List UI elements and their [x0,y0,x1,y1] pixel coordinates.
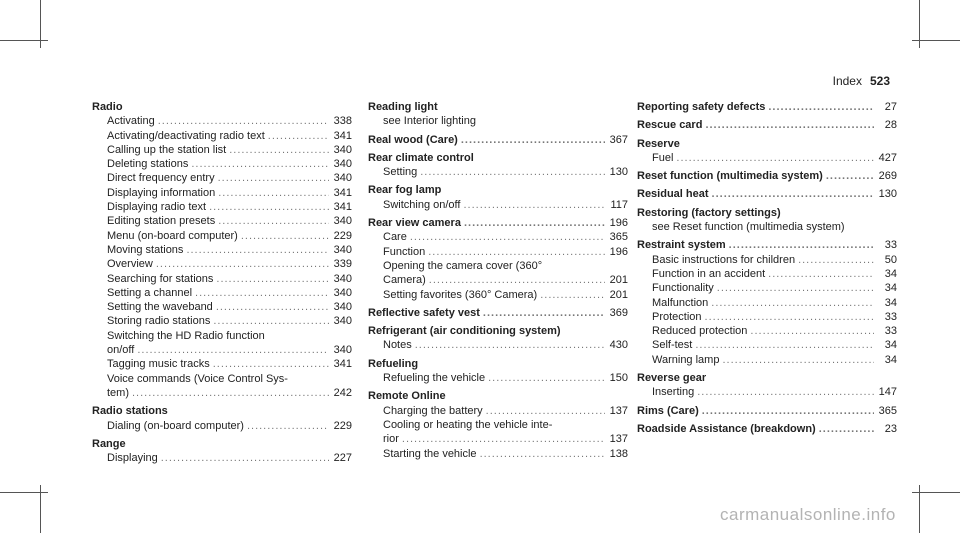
entry-text: Functionality [652,282,714,295]
index-heading [368,306,628,320]
page-reference[interactable]: 227 [333,452,352,465]
dot-leader [158,114,329,128]
entry-text: Function in an accident [652,267,766,280]
index-subentry [368,198,628,212]
index-subentry [92,386,352,400]
index-heading [92,437,352,451]
index-column-1 [92,100,352,469]
page-reference[interactable]: 427 [878,151,897,164]
index-subentry [92,243,352,257]
index-subentry [92,372,352,386]
page-reference[interactable]: 34 [884,353,897,366]
entry-text: Camera) [383,274,426,287]
entry-text: tem) [107,386,129,399]
index-subentry [92,419,352,433]
page-reference[interactable]: 341 [333,186,352,199]
page-reference[interactable]: 365 [878,404,897,417]
index-subentry [637,324,897,338]
page-reference[interactable]: 341 [333,358,352,371]
index-entry [637,100,897,114]
page-reference[interactable]: 33 [884,310,897,323]
entry-text: Cooling or heating the vehicle inte- [383,418,553,431]
page-reference[interactable]: 340 [333,215,352,228]
index-entry [368,100,628,129]
index-heading [368,389,628,403]
entry-text: Searching for stations [107,272,214,285]
entry-text: Direct frequency entry [107,172,215,185]
entry-text: Calling up the station list [107,143,227,156]
page-reference[interactable]: 34 [884,282,897,295]
page-reference[interactable]: 23 [884,422,897,435]
dot-leader [483,306,605,320]
entry-text: Refueling [368,357,419,370]
index-heading [368,133,628,147]
page-reference[interactable]: 365 [609,231,628,244]
entry-text: Storing radio stations [107,315,211,328]
dot-leader [161,451,329,465]
index-subentry [92,272,352,286]
index-subentry [92,186,352,200]
page-reference[interactable]: 33 [884,325,897,338]
entry-text: Switching on/off [383,198,461,211]
dot-leader [819,422,874,436]
page-reference[interactable]: 338 [333,115,352,128]
page-reference[interactable]: 137 [609,404,628,417]
index-heading [637,187,897,201]
dot-leader [429,273,605,287]
dot-leader [695,338,874,352]
dot-leader [463,198,605,212]
entry-text: Notes [383,339,412,352]
dot-leader [702,404,874,418]
crop-mark [912,40,960,41]
page-reference[interactable]: 34 [884,339,897,352]
entry-text: Setting the waveband [107,301,213,314]
page-number: 523 [869,74,890,88]
page-reference[interactable]: 201 [609,288,628,301]
page-reference[interactable]: 34 [884,267,897,280]
dot-leader [711,296,874,310]
entry-text: Dialing (on-board computer) [107,419,244,432]
dot-leader [137,343,329,357]
index-entry [368,151,628,180]
index-heading [92,100,352,114]
page-reference[interactable]: 229 [333,229,352,242]
dot-leader [480,447,605,461]
dot-leader [132,386,329,400]
page-reference[interactable]: 147 [878,386,897,399]
dot-leader [705,310,874,324]
index-subentry [368,259,628,273]
entry-text: Refrigerant (air conditioning system) [368,325,561,338]
dot-leader [229,143,329,157]
entry-text: Displaying information [107,186,216,199]
page-reference[interactable]: 340 [333,172,352,185]
dot-leader [410,230,605,244]
index-subentry [368,273,628,287]
entry-text: Reporting safety defects [637,101,766,113]
dot-leader [241,229,329,243]
index-subentry [637,151,897,165]
watermark: carmanualsonline.info [720,505,896,524]
entry-text: Displaying radio text [107,201,207,214]
page-reference[interactable]: 340 [333,272,352,285]
index-entry [92,404,352,433]
page-reference[interactable]: 137 [609,433,628,446]
index-subentry [92,286,352,300]
dot-leader [428,245,605,259]
page-reference[interactable]: 340 [333,243,352,256]
index-subentry [92,143,352,157]
index-heading [368,357,628,371]
index-heading [368,324,628,338]
page-reference[interactable]: 340 [333,286,352,299]
dot-leader [195,286,329,300]
dot-leader [247,419,329,433]
page-reference[interactable]: 369 [609,306,628,319]
index-subentry [92,329,352,343]
dot-leader [697,385,874,399]
entry-text: on/off [107,344,135,357]
index-subentry [368,432,628,446]
dot-leader [213,314,329,328]
entry-text: Menu (on-board computer) [107,229,238,242]
entry-text: rior [383,433,399,446]
entry-text: Charging the battery [383,404,483,417]
index-subentry [92,300,352,314]
dot-leader [268,129,329,143]
dot-leader [402,432,605,446]
dot-leader [717,281,874,295]
dot-leader [722,353,874,367]
entry-text: Reflective safety vest [368,306,480,319]
index-subentry [637,267,897,281]
page-reference[interactable]: 27 [884,101,897,113]
index-subentry [368,230,628,244]
entry-text: Self-test [652,339,693,352]
page-reference[interactable]: 430 [609,339,628,352]
page-reference[interactable]: 196 [609,217,628,230]
page-reference[interactable]: 117 [610,198,628,211]
entry-text: Displaying [107,452,158,465]
entry-text: Editing station presets [107,215,216,228]
index-entry [637,206,897,235]
index-entry [637,371,897,400]
entry-text: Malfunction [652,296,709,309]
dot-leader [768,100,874,114]
entry-text: Warning lamp [652,353,720,366]
entry-text: Restoring (factory settings) [637,206,781,219]
entry-text: Reading light [368,101,438,113]
entry-text: Radio stations [92,405,168,418]
index-entry [368,357,628,386]
index-column-2 [368,100,628,465]
page-reference[interactable]: 201 [609,274,628,287]
index-subentry [92,114,352,128]
index-subentry [368,418,628,432]
dot-leader [768,267,874,281]
dot-leader [420,165,605,179]
index-entry [368,133,628,147]
index-heading [368,100,628,114]
index-heading [637,238,897,252]
index-subentry [368,338,628,352]
page-reference[interactable]: 229 [333,419,352,432]
index-subentry [92,451,352,465]
index-subentry [368,288,628,302]
index-subentry [637,353,897,367]
entry-text: Setting a channel [107,286,193,299]
index-subentry [92,171,352,185]
entry-text: Activating [107,115,155,128]
page-reference[interactable]: 150 [609,372,628,385]
page-reference[interactable]: 50 [884,253,897,266]
page-reference[interactable]: 340 [333,143,352,156]
index-subentry [92,314,352,328]
entry-text: Radio [92,101,123,113]
page-reference[interactable]: 341 [333,129,352,142]
entry-text: Residual heat [637,188,709,201]
entry-text: Inserting [652,386,695,399]
page-reference[interactable]: 340 [333,315,352,328]
index-column-3 [637,100,897,440]
entry-text: Activating/deactivating radio text [107,129,265,142]
page-header [833,74,890,88]
dot-leader [209,200,329,214]
index-entry [637,118,897,132]
index-subentry [92,229,352,243]
index-subentry [368,447,628,461]
page-reference[interactable]: 340 [333,158,352,171]
page-reference[interactable]: 33 [884,239,897,252]
page-reference[interactable]: 269 [878,170,897,183]
index-entry [637,238,897,367]
entry-text: Setting [383,166,418,179]
entry-text: see Interior lighting [383,115,476,128]
index-entry [637,404,897,418]
index-heading [368,183,628,197]
index-subentry [368,114,628,128]
dot-leader [213,357,329,371]
crop-mark [0,492,48,493]
dot-leader [486,404,605,418]
index-heading [637,137,897,151]
index-subentry [92,357,352,371]
entry-text: Reduced protection [652,325,748,338]
dot-leader [705,118,874,132]
index-subentry [637,281,897,295]
index-subentry [368,371,628,385]
entry-text: Setting favorites (360° Camera) [383,288,538,301]
dot-leader [191,157,329,171]
entry-text: Moving stations [107,243,184,256]
page-reference[interactable]: 28 [884,119,897,132]
dot-leader [186,243,329,257]
index-subentry [92,343,352,357]
entry-text: Deleting stations [107,158,189,171]
entry-text: Fuel [652,151,674,164]
page-reference[interactable]: 339 [333,258,352,271]
dot-leader [798,253,874,267]
index-subentry [92,257,352,271]
page-reference[interactable]: 341 [333,201,352,214]
index-subentry [637,385,897,399]
entry-text: Range [92,437,126,450]
dot-leader [461,133,605,147]
entry-text: Reserve [637,137,680,150]
entry-text: Real wood (Care) [368,133,458,146]
entry-text: Opening the camera cover (360° [383,259,543,272]
page-reference[interactable]: 196 [609,245,628,258]
index-subentry [368,165,628,179]
entry-text: Switching the HD Radio function [107,329,265,342]
entry-text: Tagging music tracks [107,358,210,371]
index-entry [637,187,897,201]
dot-leader [218,171,329,185]
entry-text: Rims (Care) [637,404,699,417]
dot-leader [464,216,605,230]
dot-leader [826,169,874,183]
index-subentry [637,338,897,352]
index-entry [637,422,897,436]
page-reference[interactable]: 138 [609,447,628,460]
entry-text: Basic instructions for children [652,253,796,266]
page-reference[interactable]: 367 [609,133,628,146]
index-subentry [92,200,352,214]
index-subentry [637,296,897,310]
index-heading [92,404,352,418]
crop-mark [912,492,960,493]
index-entry [92,100,352,400]
dot-leader [712,187,874,201]
index-subentry [92,129,352,143]
page-reference[interactable]: 130 [609,166,628,179]
crop-mark [0,40,48,41]
index-subentry [92,214,352,228]
dot-leader [216,272,329,286]
index-subentry [637,253,897,267]
index-subentry [368,245,628,259]
index-heading [368,151,628,165]
index-entry [368,389,628,460]
index-heading [637,422,897,436]
page-reference[interactable]: 340 [333,344,352,357]
index-entry [637,169,897,183]
dot-leader [540,288,605,302]
entry-text: Care [383,231,407,244]
index-heading [637,169,897,183]
entry-text: Restraint system [637,239,726,252]
entry-text: Refueling the vehicle [383,372,486,385]
index-heading [637,206,897,220]
index-heading [637,371,897,385]
entry-text: Reverse gear [637,372,707,385]
index-subentry [637,220,897,234]
dot-leader [216,300,329,314]
entry-text: Protection [652,310,702,323]
index-subentry [92,157,352,171]
dot-leader [156,257,329,271]
entry-text: Function [383,245,426,258]
entry-text: Roadside Assistance (breakdown) [637,422,816,435]
entry-text: Overview [107,258,153,271]
entry-text: Rescue card [637,119,703,132]
entry-text: Reset function (multimedia system) [637,170,823,183]
index-heading [368,216,628,230]
dot-leader [676,151,874,165]
entry-text: Starting the vehicle [383,447,477,460]
entry-text: Remote Online [368,390,446,403]
index-entry [368,324,628,353]
entry-text: Voice commands (Voice Control Sys- [107,372,288,385]
dot-leader [488,371,605,385]
index-entry [368,183,628,212]
entry-text: Rear climate control [368,151,474,164]
page-reference[interactable]: 130 [878,188,897,201]
index-entry [92,437,352,466]
entry-text: see Reset function (multimedia system) [652,221,845,234]
entry-text: Rear fog lamp [368,184,442,197]
page-reference[interactable]: 34 [884,296,897,309]
header-label: Index [832,74,862,88]
dot-leader [218,214,329,228]
index-entry [368,216,628,302]
page-reference[interactable]: 242 [333,386,352,399]
index-subentry [637,310,897,324]
index-subentry [368,404,628,418]
dot-leader [415,338,605,352]
index-entry [368,306,628,320]
dot-leader [750,324,874,338]
dot-leader [729,238,874,252]
index-heading [637,404,897,418]
index-heading [637,100,897,114]
page-reference[interactable]: 340 [333,301,352,314]
dot-leader [218,186,329,200]
entry-text: Rear view camera [368,217,461,230]
index-heading [637,118,897,132]
index-entry [637,137,897,166]
